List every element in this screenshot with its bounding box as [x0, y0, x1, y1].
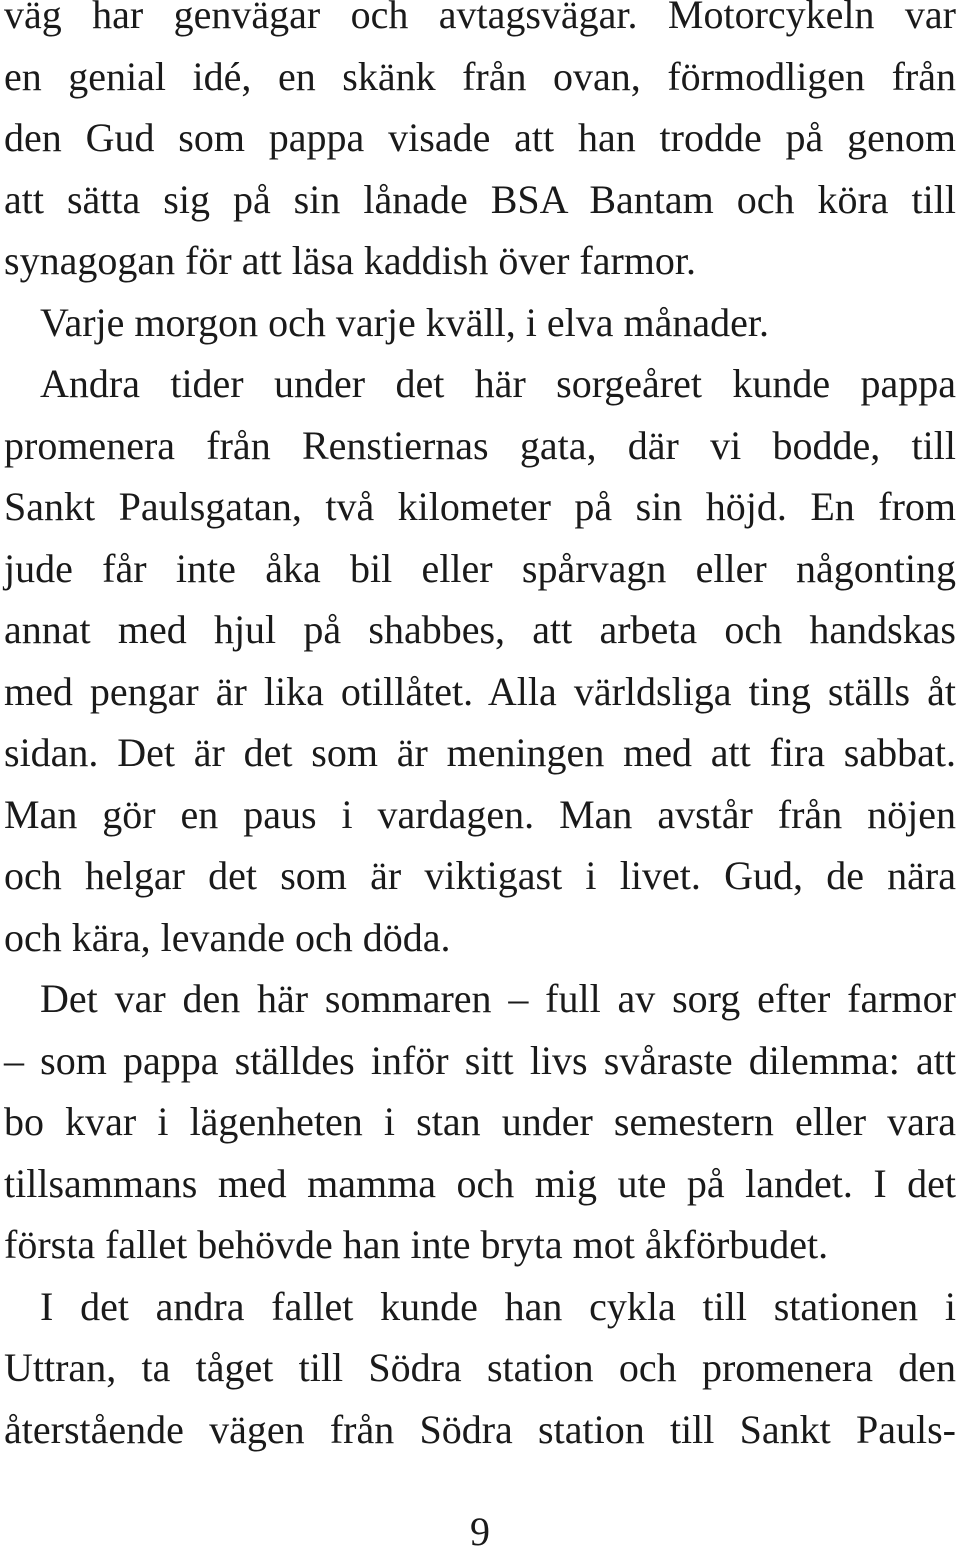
text-line: en genial idé, en skänk från ovan, förmodligen från — [4, 53, 956, 99]
text-line: och helgar det som är viktigast i livet. Gud, de nära — [4, 853, 956, 898]
text-line: I det andra fallet kunde han cykla till stationen i — [40, 1283, 956, 1329]
text-line: med pengar är lika otillåtet. Alla världsliga ting ställs åt — [4, 668, 956, 714]
text-line: Varje morgon och varje kväll, i elva månader. — [40, 299, 770, 345]
text-line: Sankt Paulsgatan, två kilometer på sin höjd. En from — [4, 484, 956, 529]
text-line: bo kvar i lägenheten i stan under semestern eller vara — [4, 1099, 956, 1144]
text-line: promenera från Renstiernas gata, där vi bodde, till — [4, 422, 956, 468]
text-line: jude får inte åka bil eller spårvagn eller någonting — [4, 545, 956, 591]
text-line: sidan. Det är det som är meningen med att fira sabbat. — [4, 730, 956, 775]
text-line: tillsammans med mamma och mig ute på landet. I det — [4, 1160, 956, 1206]
page-number: 9 — [470, 1509, 490, 1554]
text-line: Uttran, ta tåget till Södra station och promenera den — [4, 1345, 956, 1390]
text-line: och kära, levande och döda. — [4, 914, 451, 960]
text-line: att sätta sig på sin lånade BSA Bantam och köra till — [4, 176, 956, 222]
text-line: synagogan för att läsa kaddish över farmor. — [4, 238, 697, 283]
text-line: Andra tider under det här sorgeåret kunde pappa — [40, 361, 956, 406]
text-line: – som pappa ställdes inför sitt livs svåraste dilemma: att — [4, 1037, 956, 1083]
text-line: den Gud som pappa visade att han trodde på genom — [4, 115, 956, 160]
text-line: Det var den här sommaren – full av sorg efter farmor — [40, 976, 956, 1021]
text-line: väg har genvägar och avtagsvägar. Motorcykeln var — [4, 0, 956, 37]
text-line: annat med hjul på shabbes, att arbeta och handskas — [4, 607, 956, 652]
text-line: första fallet behövde han inte bryta mot åkförbudet. — [4, 1222, 829, 1267]
text-line: återstående vägen från Södra station till Sankt Pauls- — [4, 1406, 956, 1452]
text-line: Man gör en paus i vardagen. Man avstår från nöjen — [4, 791, 956, 837]
body-text — [4, 0, 956, 1460]
